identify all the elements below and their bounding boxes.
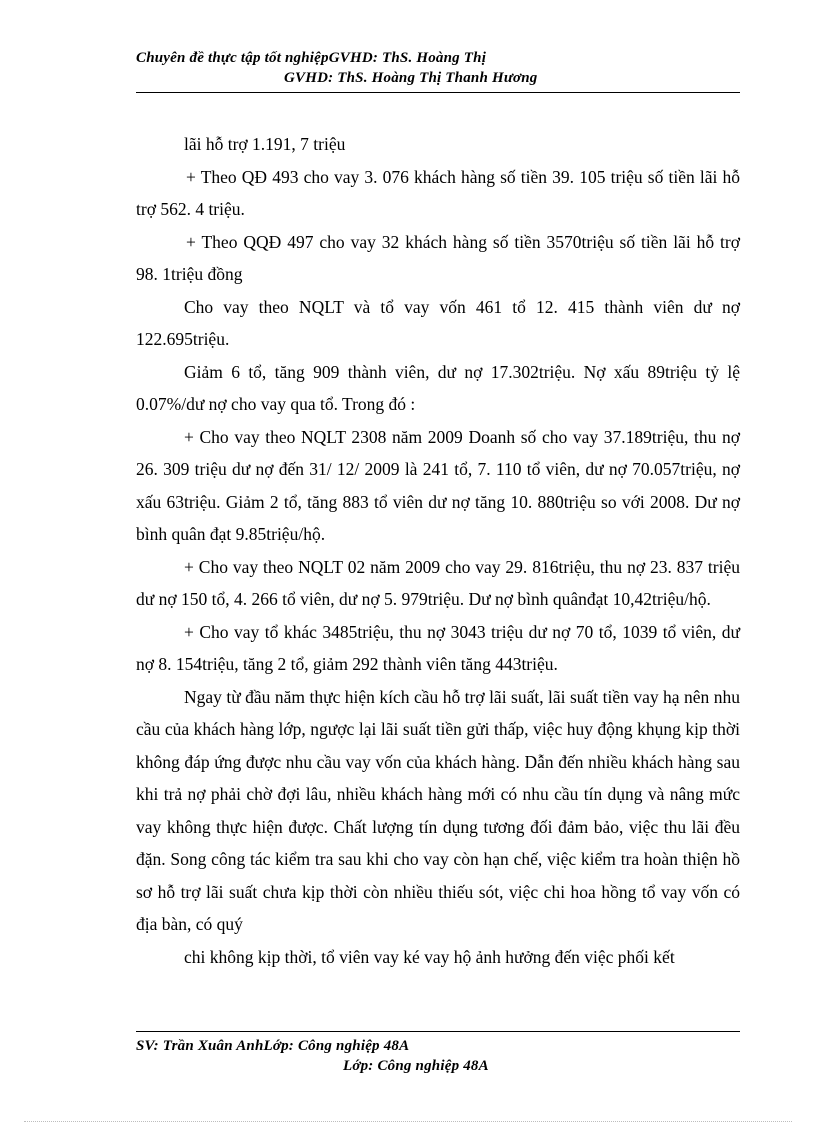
footer-student-line: SV: Trần Xuân AnhLớp: Công nghiệp 48A	[136, 1038, 410, 1054]
header-supervisor-line: GVHD: ThS. Hoàng Thị Thanh Hương	[284, 70, 538, 86]
footer-class-line: Lớp: Công nghiệp 48A	[343, 1058, 489, 1074]
page-header	[136, 48, 740, 88]
paragraph-5: Giảm 6 tổ, tăng 909 thành viên, dư nợ 17.302triệu. Nợ xấu 89triệu tỷ lệ 0.07%/dư nợ cho vay qua tổ. Trong đó :	[136, 361, 740, 414]
page-footer	[136, 1036, 740, 1076]
paragraph-9: Ngay từ đầu năm thực hiện kích cầu hỗ trợ lãi suất, lãi suất tiền vay hạ nên nhu cầu của khách hàng lớp, ngược lại lãi suất tiền gửi thấp, việc huy động khụng kịp thời không đáp ứng được nhu cầu vay vốn của khách hàng. Dẫn đến nhiều khách hàng sau khi trả nợ phải chờ đợi lâu, nhiều khách hàng mới có nhu cầu tín dụng và nâng mức vay không thực hiện được. Chất lượng tín dụng tương đối đảm bảo, việc thu lãi đều đặn. Song công tác kiểm tra sau khi cho vay còn hạn chế, việc kiểm tra hoàn thiện hồ sơ hỗ trợ lãi suất chưa kịp thời còn nhiều thiếu sót, việc chi hoa hồng tổ vay vốn có địa bàn, có quý	[136, 686, 740, 934]
paragraph-6: + Cho vay theo NQLT 2308 năm 2009 Doanh số cho vay 37.189triệu, thu nợ 26. 309 triệu dư nợ đến 31/ 12/ 2009 là 241 tổ, 7. 110 tổ viên, dư nợ 70.057triệu, nợ xấu 63triệu. Giảm 2 tổ, tăng 883 tổ viên dư nợ tăng 10. 880triệu so với 2008. Dư nợ bình quân đạt 9.85triệu/hộ.	[136, 426, 740, 544]
paragraph-10: chi không kịp thời, tổ viên vay ké vay hộ ảnh hưởng đến việc phối kết	[184, 946, 675, 967]
page-bottom-dotted-border	[24, 1121, 792, 1122]
paragraph-1: lãi hỗ trợ 1.191, 7 triệu	[184, 134, 346, 154]
header-title-line-1: Chuyên đề thực tập tốt nghiệpGVHD: ThS. Hoàng Thị	[136, 50, 487, 66]
paragraph-3: + Theo QQĐ 497 cho vay 32 khách hàng số tiền 3570triệu số tiền lãi hỗ trợ 98. 1triệu đồng	[136, 231, 740, 284]
paragraph-7: + Cho vay theo NQLT 02 năm 2009 cho vay 29. 816triệu, thu nợ 23. 837 triệu dư nợ 150 tổ, 4. 266 tổ viên, dư nợ 5. 979triệu. Dư nợ bình quânđạt 10,42triệu/hộ.	[136, 556, 740, 609]
document-body	[136, 128, 740, 973]
paragraph-4: Cho vay theo NQLT và tổ vay vốn 461 tổ 12. 415 thành viên dư nợ 122.695triệu.	[136, 296, 740, 349]
paragraph-2: + Theo QĐ 493 cho vay 3. 076 khách hàng số tiền 39. 105 triệu số tiền lãi hỗ trợ 562. 4 triệu.	[136, 166, 740, 219]
header-divider	[136, 92, 740, 93]
footer-divider	[136, 1031, 740, 1032]
paragraph-8: + Cho vay tổ khác 3485triệu, thu nợ 3043 triệu dư nợ 70 tổ, 1039 tổ viên, dư nợ 8. 154triệu, tăng 2 tổ, giảm 292 thành viên tăng 443triệu.	[136, 621, 740, 674]
